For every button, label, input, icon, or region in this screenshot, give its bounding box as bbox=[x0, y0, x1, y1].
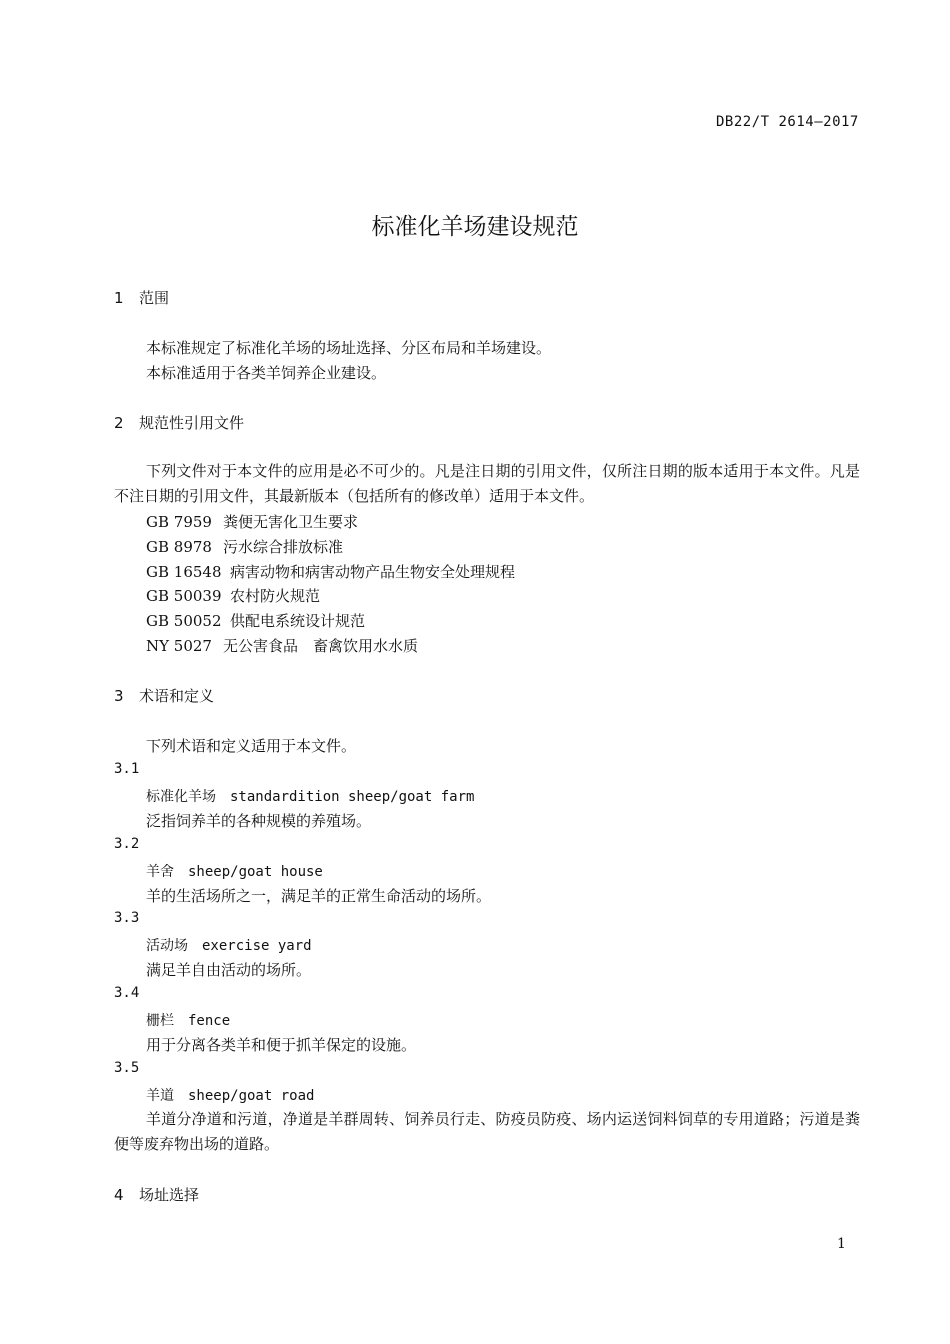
section-title: 范围 bbox=[139, 289, 170, 307]
section-3-heading bbox=[114, 685, 214, 706]
reference-name: 供配电系统设计规范 bbox=[230, 612, 366, 630]
term-en: sheep/goat road bbox=[188, 1088, 315, 1104]
reference-item bbox=[146, 561, 515, 582]
term-zh: 栅栏 bbox=[146, 1013, 174, 1029]
reference-item bbox=[146, 585, 320, 606]
term-zh: 羊舍 bbox=[146, 864, 174, 880]
term-heading bbox=[146, 1085, 314, 1105]
term-number: 3.2 bbox=[114, 836, 140, 852]
reference-item bbox=[146, 536, 343, 557]
term-number: 3.1 bbox=[114, 761, 140, 777]
document-title: 标准化羊场建设规范 bbox=[371, 214, 579, 240]
reference-item bbox=[146, 511, 358, 532]
term-heading bbox=[146, 1010, 230, 1030]
term-number: 3.5 bbox=[114, 1060, 140, 1076]
paragraph: 本标准适用于各类羊饲养企业建设。 bbox=[146, 364, 387, 382]
reference-name: 农村防火规范 bbox=[230, 587, 321, 605]
section-title: 场址选择 bbox=[139, 1186, 200, 1204]
term-heading bbox=[146, 935, 312, 955]
term-heading bbox=[146, 861, 323, 881]
intro-paragraph: 下列文件对于本文件的应用是必不可少的。凡是注日期的引用文件，仅所注日期的版本适用于本文件。凡是不注日期的引用文件，其最新版本（包括所有的修改单）适用于本文件。 bbox=[114, 462, 860, 505]
section-4-heading bbox=[114, 1184, 199, 1205]
reference-name: 病害动物和病害动物产品生物安全处理规程 bbox=[230, 563, 516, 581]
section-number: 2 bbox=[114, 414, 124, 432]
term-zh: 标准化羊场 bbox=[146, 789, 216, 805]
paragraph: 本标准规定了标准化羊场的场址选择、分区布局和羊场建设。 bbox=[146, 339, 552, 357]
reference-name: 无公害食品 畜禽饮用水水质 bbox=[223, 637, 419, 655]
reference-code: GB 7959 bbox=[146, 513, 212, 531]
term-en: sheep/goat house bbox=[188, 864, 323, 880]
reference-code: GB 16548 bbox=[146, 563, 222, 581]
paragraph: 下列术语和定义适用于本文件。 bbox=[146, 737, 357, 755]
term-definition: 泛指饲养羊的各种规模的养殖场。 bbox=[146, 812, 372, 830]
term-definition: 羊道分净道和污道，净道是羊群周转、饲养员行走、防疫员防疫、场内运送饲料饲草的专用道路；污道是粪便等废弃物出场的道路。 bbox=[114, 1110, 860, 1153]
section-title: 术语和定义 bbox=[139, 687, 215, 705]
reference-code: NY 5027 bbox=[146, 637, 212, 655]
section-1-heading bbox=[114, 287, 169, 308]
reference-item bbox=[146, 610, 365, 631]
reference-code: GB 8978 bbox=[146, 538, 212, 556]
reference-code: GB 50039 bbox=[146, 587, 222, 605]
term-definition: 用于分离各类羊和便于抓羊保定的设施。 bbox=[146, 1036, 417, 1054]
section-number: 4 bbox=[114, 1186, 124, 1204]
term-zh: 羊道 bbox=[146, 1088, 174, 1104]
section-title: 规范性引用文件 bbox=[139, 414, 245, 432]
term-heading bbox=[146, 786, 474, 806]
term-number: 3.4 bbox=[114, 985, 140, 1001]
section-number: 1 bbox=[114, 289, 124, 307]
page-number: 1 bbox=[837, 1236, 846, 1252]
standard-code: DB22/T 2614—2017 bbox=[716, 114, 859, 130]
reference-name: 污水综合排放标准 bbox=[223, 538, 344, 556]
term-zh: 活动场 bbox=[146, 938, 188, 954]
term-definition: 满足羊自由活动的场所。 bbox=[146, 961, 312, 979]
term-en: fence bbox=[188, 1013, 231, 1029]
term-definition: 羊的生活场所之一，满足羊的正常生命活动的场所。 bbox=[146, 887, 492, 905]
section-number: 3 bbox=[114, 687, 124, 705]
term-en: standardition sheep/goat farm bbox=[230, 789, 475, 805]
term-number: 3.3 bbox=[114, 910, 140, 926]
reference-item bbox=[146, 635, 418, 656]
section-2-heading bbox=[114, 412, 244, 433]
reference-code: GB 50052 bbox=[146, 612, 222, 630]
term-en: exercise yard bbox=[202, 938, 312, 954]
reference-name: 粪便无害化卫生要求 bbox=[223, 513, 359, 531]
